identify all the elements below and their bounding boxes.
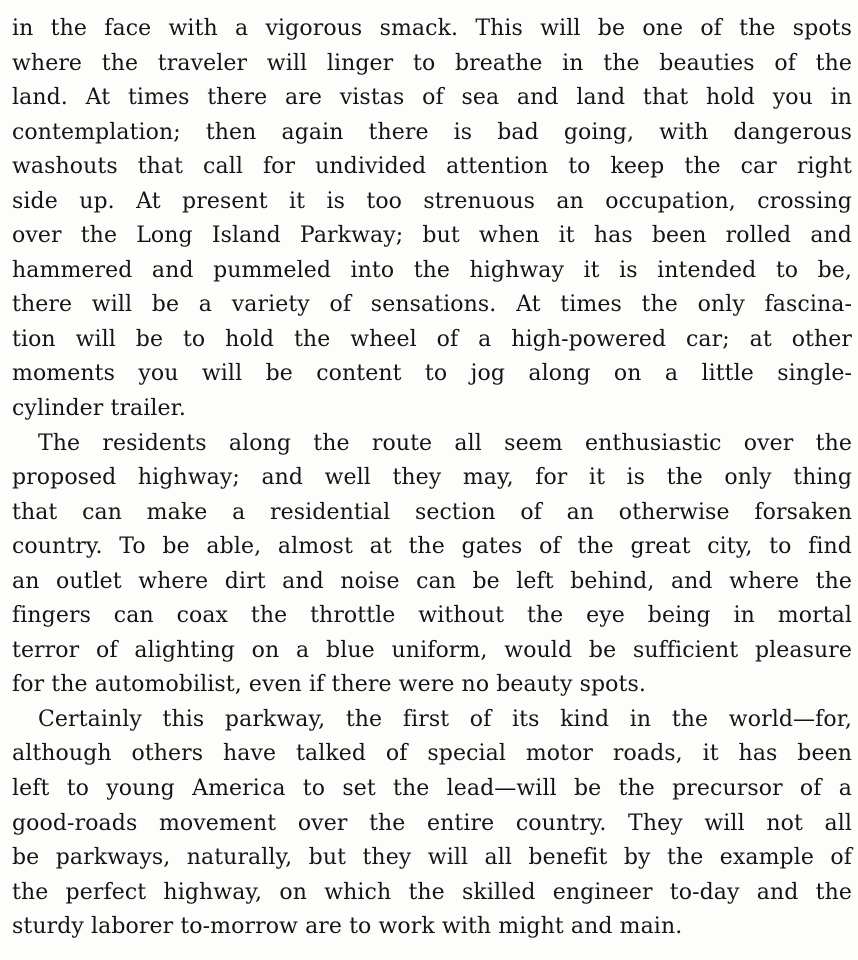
text-line: The residents along the route all seem enthusiastic over the: [38, 430, 852, 456]
text-line: be parkways, naturally, but they will all benefit by the example of: [12, 845, 852, 871]
text-line: although others have talked of special motor roads, it has been: [12, 741, 852, 767]
text-line: in the face with a vigorous smack. This will be one of the spots: [12, 16, 852, 41]
text-line: cylinder trailer.: [12, 396, 186, 422]
text-line: tion will be to hold the wheel of a high-powered car; at other: [12, 326, 852, 352]
paragraph-3: [12, 703, 852, 945]
text-line: side up. At present it is too strenuous an occupation, crossing: [12, 188, 852, 214]
text-line: where the traveler will linger to breathe in the beauties of the: [12, 50, 852, 76]
text-line: that can make a residential section of an otherwise forsaken: [12, 499, 852, 525]
text-line: for the automobilist, even if there were no beauty spots.: [12, 672, 646, 698]
text-line: an outlet where dirt and noise can be left behind, and where the: [12, 568, 852, 594]
text-line: over the Long Island Parkway; but when it has been rolled and: [12, 223, 852, 249]
text-line: land. At times there are vistas of sea and land that hold you in: [12, 85, 852, 111]
text-line: terror of alighting on a blue uniform, would be sufficient pleasure: [12, 637, 852, 663]
text-line: the perfect highway, on which the skilled engineer to-day and the: [12, 879, 852, 905]
text-line: left to young America to set the lead—will be the precursor of a: [12, 776, 852, 802]
text-line: sturdy laborer to-morrow are to work with might and main.: [12, 914, 683, 940]
paragraph-1: [12, 12, 852, 427]
text-line: fingers can coax the throttle without the eye being in mortal: [12, 603, 852, 629]
text-line: hammered and pummeled into the highway it is intended to be,: [12, 257, 852, 283]
text-line: there will be a variety of sensations. At times the only fascina-: [12, 292, 852, 318]
text-line: proposed highway; and well they may, for it is the only thing: [12, 465, 852, 491]
article-text: [12, 12, 852, 945]
text-line: good-roads movement over the entire country. They will not all: [12, 810, 852, 836]
text-line: country. To be able, almost at the gates of the great city, to find: [12, 534, 852, 560]
text-line: washouts that call for undivided attention to keep the car right: [12, 154, 852, 180]
text-line: moments you will be content to jog along on a little single-: [12, 361, 852, 387]
paragraph-2: [12, 427, 852, 703]
text-line: Certainly this parkway, the first of its kind in the world—for,: [38, 706, 852, 732]
text-line: contemplation; then again there is bad going, with dangerous: [12, 119, 852, 145]
